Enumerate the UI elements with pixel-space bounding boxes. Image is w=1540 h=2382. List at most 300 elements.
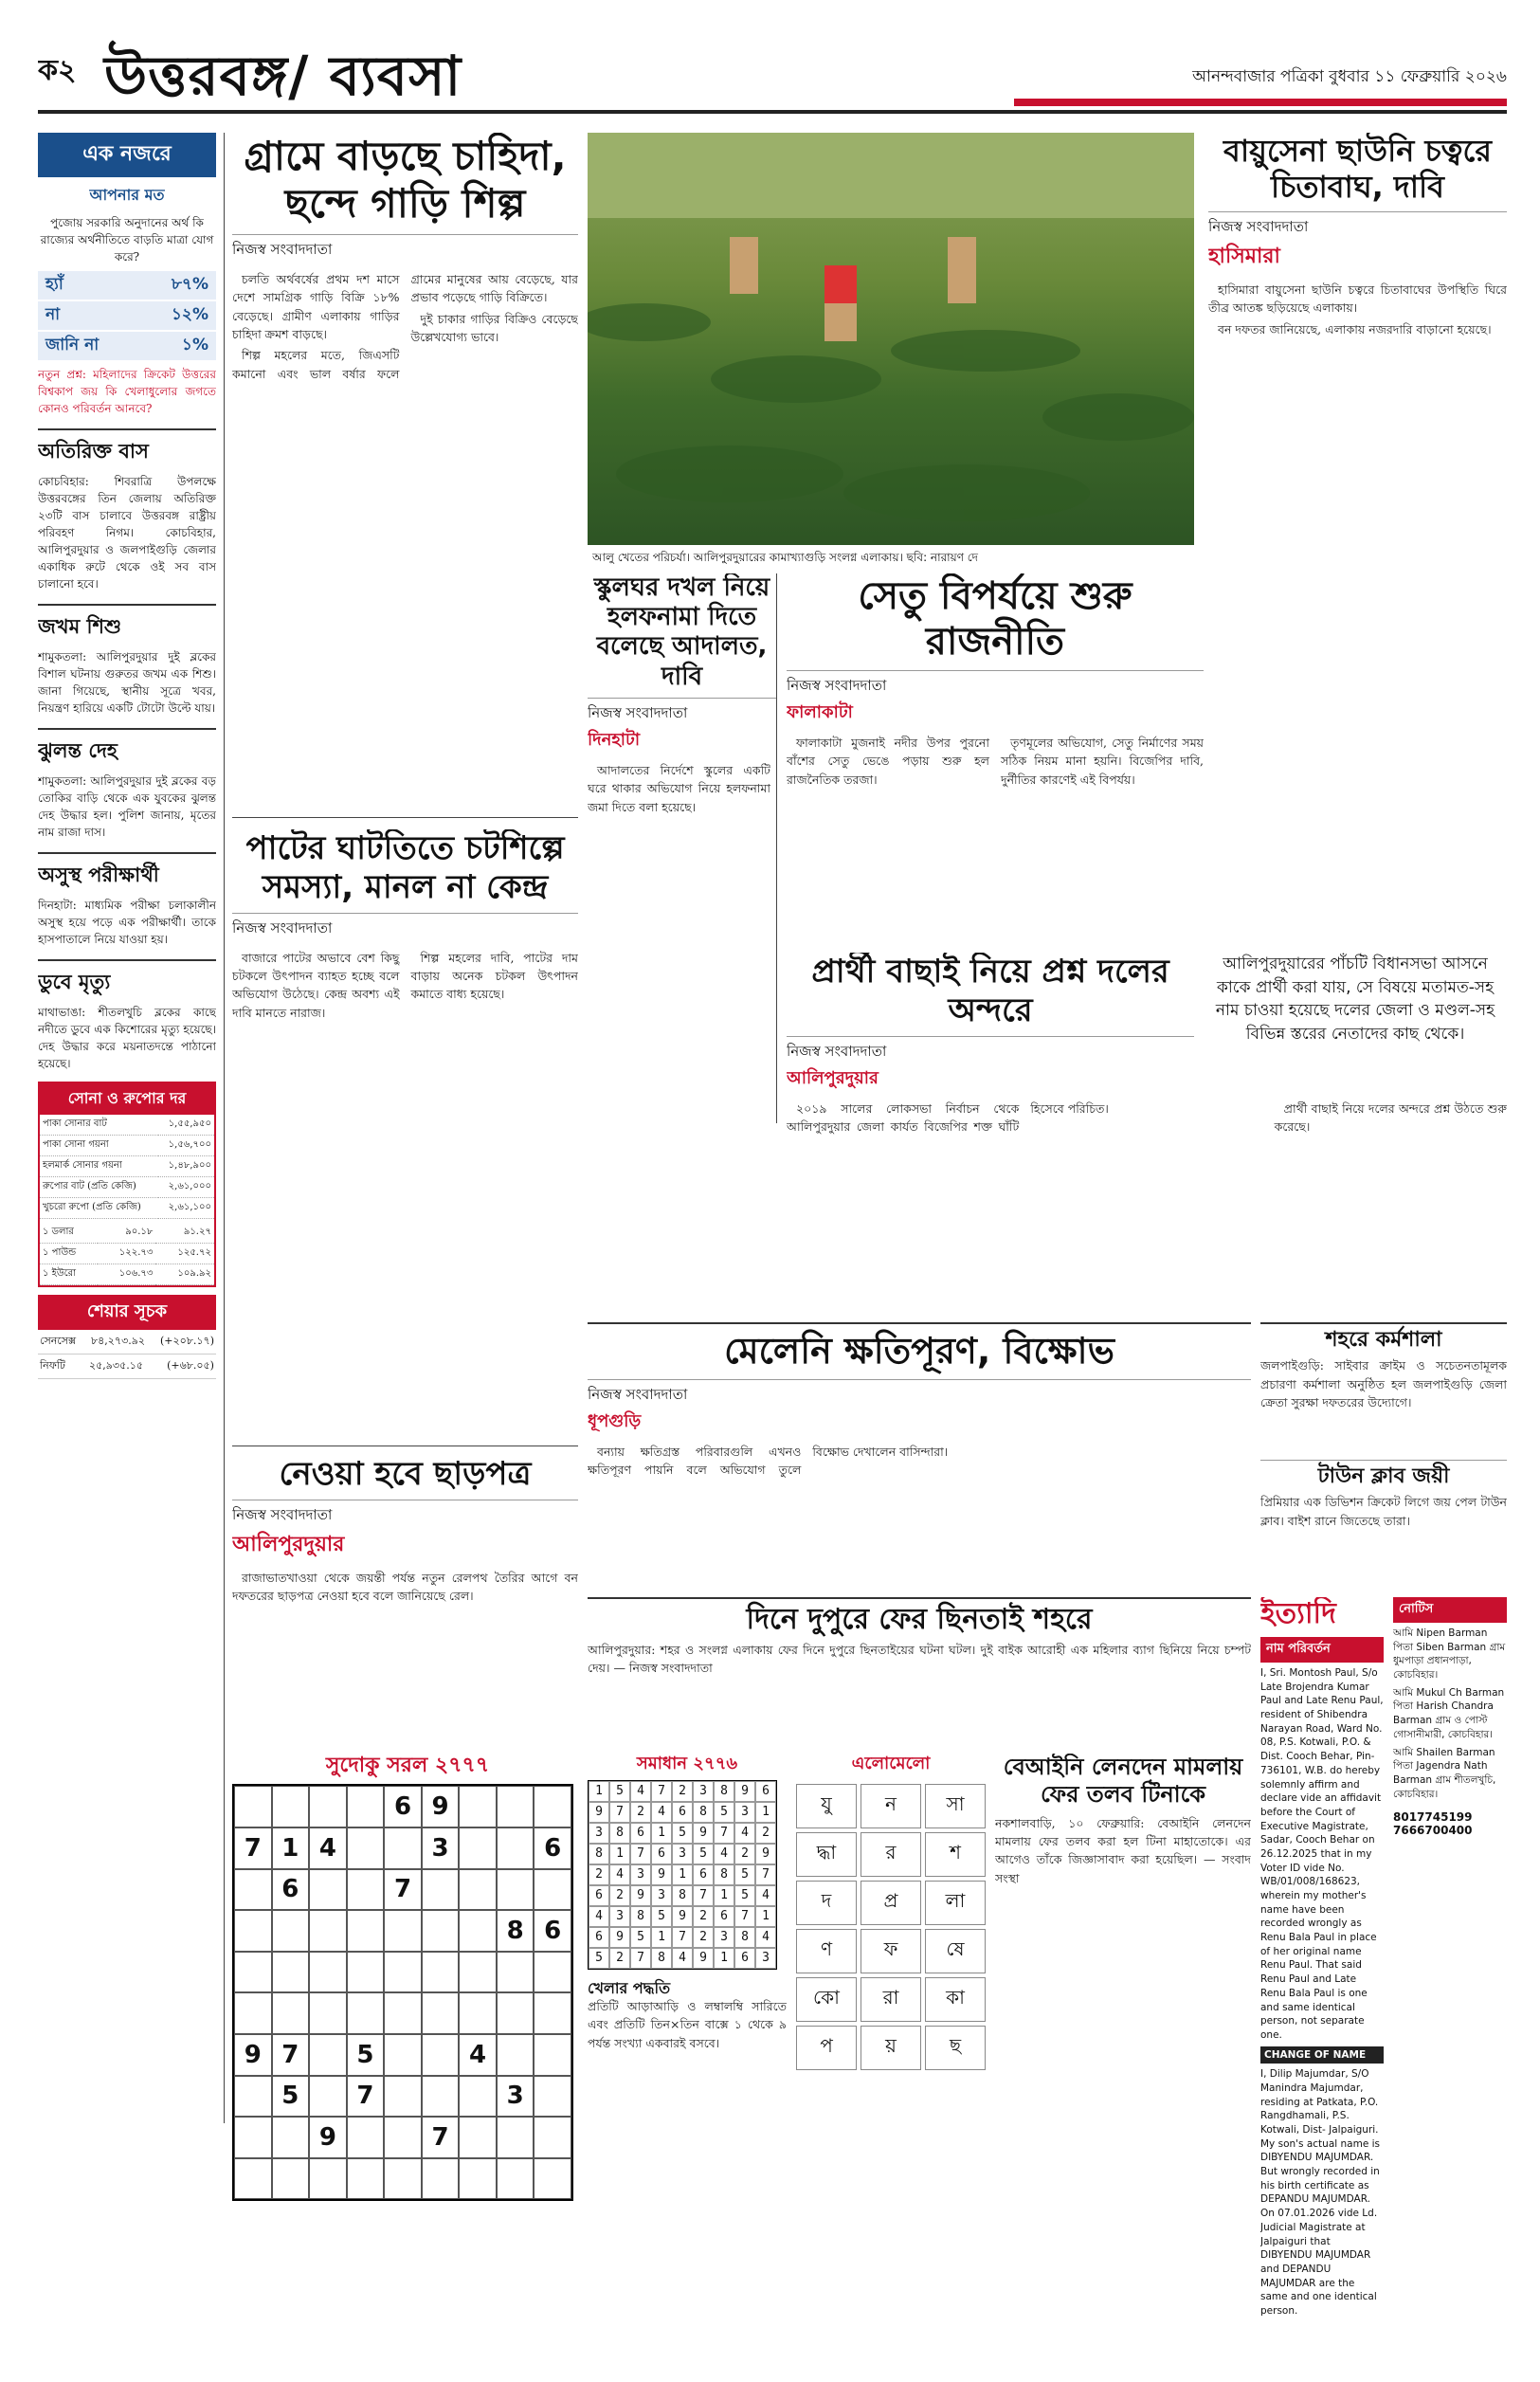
- elomelo-letter: ষে: [925, 1929, 986, 1973]
- sudoku-cell[interactable]: [272, 1952, 310, 1993]
- solution-cell: 1: [714, 1948, 734, 1969]
- sudoku-cell[interactable]: [234, 1952, 272, 1993]
- solution-cell: 8: [693, 1802, 714, 1823]
- sudoku-cell[interactable]: [422, 1910, 460, 1952]
- sudoku-cell[interactable]: [422, 1992, 460, 2034]
- sudoku-cell[interactable]: [347, 1910, 385, 1952]
- sudoku-grid[interactable]: [232, 1784, 573, 2201]
- solution-cell: 7: [609, 1802, 630, 1823]
- article-tina-summons: [995, 1754, 1251, 2360]
- solution-cell: 6: [734, 1948, 755, 1969]
- sudoku-cell[interactable]: 6: [534, 1910, 571, 1952]
- section-rule: [232, 817, 578, 818]
- gold-value: ২,৬১,১০০: [158, 1198, 214, 1219]
- sudoku-cell[interactable]: [234, 1786, 272, 1827]
- solution-cell: 8: [714, 1781, 734, 1802]
- solution-cell: 4: [714, 1844, 734, 1864]
- poll-row: [38, 271, 216, 300]
- gold-row: [40, 1115, 214, 1136]
- sudoku-section: [232, 1754, 583, 2360]
- sudoku-cell[interactable]: [534, 1786, 571, 1827]
- ityadi-title: ইত্যাদি: [1260, 1597, 1336, 1630]
- sudoku-cell[interactable]: [497, 2158, 534, 2200]
- sudoku-cell[interactable]: 7: [384, 1869, 422, 1911]
- sudoku-cell[interactable]: [309, 1786, 347, 1827]
- sudoku-cell[interactable]: 7: [272, 2034, 310, 2076]
- sudoku-cell[interactable]: [309, 1910, 347, 1952]
- article-byline: নিজস্ব সংবাদদাতা: [232, 234, 578, 263]
- article-candidate-selection: [787, 953, 1507, 1313]
- article-jute-industry: [232, 829, 578, 1436]
- solution-cell: 2: [693, 1927, 714, 1948]
- howto-body: প্রতিটি আড়াআড়ি ও লম্বালম্বি সারিতে এবং প্রতিটি তিন×তিন বাক্সে ১ থেকে ৯ পর্যন্ত সংখ্যা একবারই বসবে।: [588, 1998, 787, 2050]
- gold-value: ১,৪৮,৯০০: [158, 1156, 214, 1177]
- sudoku-cell[interactable]: [459, 1827, 497, 1869]
- sudoku-cell[interactable]: [309, 2076, 347, 2118]
- notice-contact: [1393, 1810, 1507, 1837]
- elomelo-letter: ফ: [861, 1929, 921, 1973]
- poll-value: ১২%: [171, 305, 208, 324]
- article-place: আলিপুরদুয়ার: [232, 1532, 345, 1556]
- solution-cell: 7: [755, 1864, 776, 1885]
- gold-row: [40, 1156, 214, 1177]
- article-place: ধূপগুড়ি: [588, 1410, 642, 1431]
- sudoku-cell[interactable]: [497, 2034, 534, 2076]
- solution-cell: 4: [734, 1823, 755, 1844]
- solution-cell: 3: [755, 1948, 776, 1969]
- notice-item: আমি Shailen Barman পিতা Jagendra Nath Barman গ্রাম শীতলখুচি, কোচবিহার।: [1393, 1746, 1496, 1800]
- sudoku-cell[interactable]: 7: [347, 2076, 385, 2118]
- sudoku-cell[interactable]: [347, 1952, 385, 1993]
- elomelo-grid: [796, 1784, 986, 2070]
- currency-cell: ১০৯.৯২: [155, 1264, 214, 1285]
- gold-row: [40, 1136, 214, 1156]
- elomelo-letter: ন: [861, 1784, 921, 1828]
- sudoku-cell[interactable]: [234, 2158, 272, 2200]
- sudoku-solution-section: [588, 1754, 787, 2360]
- solution-cell: 2: [589, 1864, 609, 1885]
- article-place: আলিপুরদুয়ার: [787, 1067, 879, 1088]
- solution-cell: 4: [609, 1864, 630, 1885]
- solution-cell: 3: [672, 1844, 693, 1864]
- article-place: ফালাকাটা: [787, 702, 853, 722]
- sudoku-cell[interactable]: [309, 1992, 347, 2034]
- name-change-notices: [1260, 1666, 1384, 2318]
- article-headline: প্রার্থী বাছাই নিয়ে প্রশ্ন দলের অন্দরে: [811, 953, 1169, 1029]
- solution-cell: 9: [734, 1781, 755, 1802]
- gold-row: [40, 1198, 214, 1219]
- sudoku-cell[interactable]: [272, 1786, 310, 1827]
- poll-label: হ্যাঁ: [45, 275, 63, 294]
- solution-cell: 4: [672, 1948, 693, 1969]
- sudoku-cell[interactable]: 1: [272, 1827, 310, 1869]
- article-leopard: [1208, 133, 1507, 948]
- solution-cell: 5: [672, 1823, 693, 1844]
- sudoku-cell[interactable]: [459, 2076, 497, 2118]
- article-paragraph: ফালাকাটা মুজনাই নদীর উপর পুরনো বাঁশের সেতু ভেঙে পড়ায় শুরু হল রাজনৈতিক তরজা।: [787, 736, 989, 787]
- sudoku-cell[interactable]: [384, 2158, 422, 2200]
- solution-cell: 5: [734, 1885, 755, 1906]
- sudoku-cell[interactable]: [384, 1992, 422, 2034]
- solution-cell: 1: [714, 1885, 734, 1906]
- solution-cell: 8: [609, 1823, 630, 1844]
- currency-row: [40, 1223, 214, 1244]
- solution-cell: 6: [589, 1927, 609, 1948]
- side-news-list: [38, 428, 216, 1072]
- elomelo-letter: কো: [796, 1977, 857, 2022]
- sudoku-cell[interactable]: 4: [309, 1827, 347, 1869]
- article-place: হাসিমারা: [1208, 244, 1280, 268]
- elomelo-letter: কা: [925, 1977, 986, 2022]
- article-headline: গ্রামে বাড়ছে চাহিদা, ছন্দে গাড়ি শিল্প: [244, 133, 567, 227]
- sudoku-cell[interactable]: 8: [497, 1910, 534, 1952]
- solution-cell: 3: [589, 1823, 609, 1844]
- article-byline: নিজস্ব সংবাদদাতা: [787, 670, 1204, 699]
- sudoku-cell[interactable]: [534, 1869, 571, 1911]
- share-cell: ২৫,৯৩৫.১৫: [89, 1359, 143, 1372]
- solution-cell: 1: [672, 1864, 693, 1885]
- share-cell: ৮৪,২৭৩.৯২: [91, 1335, 146, 1347]
- solution-cell: 5: [651, 1906, 672, 1927]
- article-paragraph: শিল্প মহলের দাবি, পাটের দাম বাড়ায় অনেক চটকল উৎপাদন কমাতে বাধ্য হয়েছে।: [410, 950, 578, 1002]
- sudoku-cell[interactable]: [534, 2117, 571, 2158]
- sudoku-cell[interactable]: [422, 1869, 460, 1911]
- elomelo-letter: রা: [861, 1977, 921, 2022]
- side-item-title: ঝুলন্ত দেহ: [38, 728, 216, 769]
- sudoku-cell[interactable]: [459, 1992, 497, 2034]
- sudoku-cell[interactable]: [497, 1869, 534, 1911]
- solution-cell: 3: [609, 1906, 630, 1927]
- sudoku-cell[interactable]: 7: [422, 2117, 460, 2158]
- sudoku-cell[interactable]: [384, 2117, 422, 2158]
- sudoku-cell[interactable]: [422, 1952, 460, 1993]
- sudoku-cell[interactable]: [497, 1992, 534, 2034]
- sudoku-cell[interactable]: [497, 1827, 534, 1869]
- article-byline: নিজস্ব সংবাদদাতা: [588, 1379, 1251, 1408]
- sudoku-cell[interactable]: [459, 1910, 497, 1952]
- gold-rates-title: সোনা ও রুপোর দর: [40, 1083, 214, 1115]
- sudoku-cell[interactable]: [384, 1827, 422, 1869]
- sudoku-cell[interactable]: [459, 1952, 497, 1993]
- solution-cell: 2: [672, 1781, 693, 1802]
- article-paragraph: তৃণমূলের অভিযোগ, সেতু নির্মাণের সময় সঠিক নিয়ম মানা হয়নি। বিজেপির দাবি, দুর্নীতির কারণেই এই বিপর্যয়।: [1001, 736, 1204, 787]
- solution-cell: 6: [672, 1802, 693, 1823]
- sudoku-cell[interactable]: 9: [422, 1786, 460, 1827]
- elomelo-letter: লা: [925, 1881, 986, 1925]
- share-cell: (+৬৮.০৫): [167, 1359, 214, 1372]
- gold-value: ১,৫৬,৭০০: [158, 1136, 214, 1156]
- gold-row: [40, 1177, 214, 1198]
- solution-cell: 9: [589, 1802, 609, 1823]
- sudoku-cell[interactable]: [459, 1869, 497, 1911]
- article-headline: বেআইনি লেনদেন মামলায় ফের তলব টিনাকে: [1003, 1754, 1243, 1808]
- notice-list: [1393, 1627, 1507, 1801]
- sudoku-cell[interactable]: 4: [459, 2034, 497, 2076]
- solution-cell: 7: [734, 1906, 755, 1927]
- sudoku-cell[interactable]: 5: [272, 2076, 310, 2118]
- sudoku-cell[interactable]: 9: [234, 2034, 272, 2076]
- article-byline: নিজস্ব সংবাদদাতা: [588, 698, 776, 726]
- article-paragraph: হাসিমারা বায়ুসেনা ছাউনি চত্বরে চিতাবাঘের উপস্থিতি ঘিরে তীব্র আতঙ্ক ছড়িয়েছে এলাকায়।: [1208, 282, 1507, 316]
- sudoku-cell[interactable]: 9: [309, 2117, 347, 2158]
- elomelo-letter: যু: [796, 1784, 857, 1828]
- article-byline: নিজস্ব সংবাদদাতা: [1208, 211, 1507, 240]
- poll-title: আপনার মত: [89, 186, 165, 204]
- solution-cell: 2: [755, 1823, 776, 1844]
- sudoku-cell[interactable]: [347, 1786, 385, 1827]
- contact-number: 8017745199: [1393, 1810, 1473, 1825]
- sudoku-cell[interactable]: [347, 1827, 385, 1869]
- gold-label: পাকা সোনার বাট: [40, 1115, 158, 1136]
- ek-nojore-column: [38, 133, 216, 2123]
- article-paragraph: প্রার্থী বাছাই নিয়ে দলের অন্দরে প্রশ্ন উঠতে শুরু করেছে।: [1274, 1100, 1507, 1134]
- ityadi-subtitle: নাম পরিবর্তন: [1260, 1637, 1384, 1663]
- poll-label: না: [45, 305, 61, 324]
- solution-cell: 4: [755, 1927, 776, 1948]
- solution-cell: 3: [651, 1885, 672, 1906]
- article-body: নকশালবাড়ি, ১০ ফেব্রুয়ারি: বেআইনি লেনদেন মামলায় ফের তলব করা হল টিনা মাহাতোকে। এর আগেও তাঁকে জিজ্ঞাসাবাদ করা হয়েছিল। — সংবাদ সংস্থা: [995, 1815, 1251, 1885]
- sudoku-cell[interactable]: [534, 2158, 571, 2200]
- poll-value: ৮৭%: [171, 275, 208, 294]
- solution-cell: 7: [651, 1781, 672, 1802]
- solution-cell: 9: [672, 1906, 693, 1927]
- article-byline: নিজস্ব সংবাদদাতা: [232, 913, 578, 941]
- article-byline: নিজস্ব সংবাদদাতা: [232, 1500, 578, 1528]
- sudoku-cell[interactable]: [384, 2076, 422, 2118]
- article-headline: দিনে দুপুরে ফের ছিনতাই শহরে: [746, 1603, 1093, 1636]
- poll-label: জানি না: [45, 336, 100, 355]
- elomelo-letter: শ: [925, 1832, 986, 1877]
- solution-cell: 5: [630, 1927, 651, 1948]
- side-item-body: শামুকতলা: আলিপুরদুয়ার দুই ব্লকের বড় তোকির বাড়ি থেকে এক যুবকের ঝুলন্ত দেহ উদ্ধার হল। পুলিশ জানায়, মৃতের নাম রাজা দাস।: [38, 774, 216, 839]
- article-paragraph: আদালতের নির্দেশে স্কুলের একটি ঘরে থাকার অভিযোগ নিয়ে হলফনামা জমা দিতে বলা হয়েছে।: [588, 762, 770, 814]
- side-item-title: ডুবে মৃত্যু: [38, 959, 216, 1000]
- sudoku-cell[interactable]: [459, 2117, 497, 2158]
- gold-label: খুচরো রুপো (প্রতি কেজি): [40, 1198, 158, 1219]
- sudoku-cell[interactable]: [422, 2034, 460, 2076]
- solution-cell: 7: [630, 1948, 651, 1969]
- solution-cell: 4: [630, 1781, 651, 1802]
- article-byline: নিজস্ব সংবাদদাতা: [787, 1036, 1194, 1064]
- sudoku-cell[interactable]: [347, 1992, 385, 2034]
- sudoku-cell[interactable]: 6: [272, 1869, 310, 1911]
- sudoku-cell[interactable]: [534, 1992, 571, 2034]
- article-headline: মেলেনি ক্ষতিপূরণ, বিক্ষোভ: [724, 1330, 1114, 1372]
- solution-cell: 2: [609, 1948, 630, 1969]
- share-cell: নিফটি: [40, 1359, 65, 1372]
- currency-row: [40, 1244, 214, 1264]
- side-item-body: কোচবিহার: শিবরাত্রি উপলক্ষে উত্তরবঙ্গের তিন জেলায় অতিরিক্ত ২৩টি বাস চালাবে উত্তরবঙ্গ রাষ্ট্রীয় পরিবহণ নিগম। কোচবিহার, আলিপুরদুয়ার ও জলপাইগুড়ি জেলার একাধিক রুটে থেকে ওই সব বাস চালানো হবে।: [38, 475, 216, 591]
- solution-cell: 9: [693, 1823, 714, 1844]
- name-change-notice: I, Sri. Montosh Paul, S/o Late Brojendra Kumar Paul and Late Renu Paul, resident of Shibendra Narayan Road, Ward No. 08, P.S. Kotwali, P.O. & Dist. Cooch Behar, Pin-736101, W.B. do hereby solemnly affirm and declare vide an affidavit before the Court of Executive Magistrate, Sadar, Cooch Behar on 26.12.2025 that in my Voter ID vide No. WB/01/008/168623, wherein my mother's name have been recorded wrongly as Renu Bala Paul in place of her original name Renu Paul. That said Renu Paul and Late Renu Bala Paul is one and same identical person, not separate one.: [1260, 1667, 1384, 2041]
- ek-nojore-title: এক নজরে: [38, 133, 216, 177]
- solution-cell: 8: [734, 1927, 755, 1948]
- news-photo-potato-field: [588, 133, 1194, 545]
- currency-cell: ১২২.৭৩: [98, 1244, 156, 1264]
- sudoku-cell[interactable]: 5: [347, 2034, 385, 2076]
- dateline: আনন্দবাজার পত্রিকা বুধবার ১১ ফেব্রুয়ারি ২০২৬: [1192, 67, 1507, 86]
- sudoku-cell[interactable]: [497, 1786, 534, 1827]
- gold-label: পাকা সোনা গয়না: [40, 1136, 158, 1156]
- sudoku-title: সুদোকু সরল ২৭৭৭: [325, 1754, 490, 1777]
- elomelo-letter: য়: [861, 2026, 921, 2070]
- article-paragraph: ২০১৯ সালের লোকসভা নির্বাচন থেকে আলিপুরদুয়ার জেলা কার্যত বিজেপির শক্ত ঘাঁটি হিসেবে পরিচিত।: [787, 1100, 1109, 1134]
- sudoku-cell[interactable]: [422, 2158, 460, 2200]
- gold-value: ১,৫৫,৯৫০: [158, 1115, 214, 1136]
- currency-cell: ৯০.১৮: [98, 1223, 156, 1244]
- solution-cell: 6: [651, 1844, 672, 1864]
- solution-cell: 6: [589, 1885, 609, 1906]
- sudoku-cell[interactable]: 7: [234, 1827, 272, 1869]
- photo-caption: আলু খেতের পরিচর্যা। আলিপুরদুয়ারের কামাখ্যাগুড়ি সংলগ্ন এলাকায়। ছবি: নারায়ণ দে: [592, 551, 978, 564]
- sudoku-cell[interactable]: [234, 2076, 272, 2118]
- sudoku-cell[interactable]: [497, 2117, 534, 2158]
- article-clearance: [232, 1455, 578, 1739]
- solution-cell: 5: [589, 1948, 609, 1969]
- sudoku-cell[interactable]: [234, 1992, 272, 2034]
- article-paragraph: শিল্প মহলের মতে, জিএসটি কমানো এবং ভাল বর্ষার ফলে গ্রামের মানুষের আয় বেড়েছে, যার প্রভাব পড়েছে গাড়ি বিক্রিতে।: [232, 271, 578, 381]
- sudoku-cell[interactable]: [384, 1910, 422, 1952]
- notice-item: আমি Nipen Barman পিতা Siben Barman গ্রাম ধুমপাড়া প্রধানপাড়া, কোচবিহার।: [1393, 1627, 1506, 1682]
- sudoku-cell[interactable]: [309, 1869, 347, 1911]
- sudoku-cell[interactable]: [534, 1952, 571, 1993]
- sudoku-cell[interactable]: [234, 2117, 272, 2158]
- side-item-title: অতিরিক্ত বাস: [38, 428, 216, 469]
- article-body: [232, 949, 578, 1023]
- sudoku-cell[interactable]: [534, 2034, 571, 2076]
- sudoku-cell[interactable]: [534, 2076, 571, 2118]
- sudoku-cell[interactable]: [234, 1869, 272, 1911]
- article-headline: টাউন ক্লাব জয়ী: [1317, 1464, 1450, 1488]
- elomelo-title: এলোমেলো: [851, 1754, 931, 1773]
- sudoku-cell[interactable]: [309, 2034, 347, 2076]
- currency-cell: ১ পাউন্ড: [40, 1244, 98, 1264]
- currency-cell: ১২৫.৭২: [155, 1244, 214, 1264]
- share-index: [38, 1330, 216, 1379]
- solution-cell: 3: [630, 1864, 651, 1885]
- article-body: [232, 270, 578, 383]
- elomelo-letter: সা: [925, 1784, 986, 1828]
- sudoku-cell[interactable]: [497, 1952, 534, 1993]
- sudoku-cell[interactable]: [384, 1952, 422, 1993]
- article-school-room: [588, 573, 777, 1123]
- poll-value: ১%: [181, 336, 208, 355]
- article-body: [232, 1569, 578, 1606]
- gold-label: হলমার্ক সোনার গয়না: [40, 1156, 158, 1177]
- solution-title: সমাধান ২৭৭৬: [636, 1754, 738, 1773]
- sudoku-cell[interactable]: [272, 2117, 310, 2158]
- name-change-notice: I, Dilip Majumdar, S/O Manindra Majumdar, residing at Patkata, P.O. Rangdhamali, P.S. Kotwali, Dist- Jalpaiguri. My son's actual name is DIBYENDU MAJUMDAR. But wrongly recorded in his birth certificate as DEPANDU MAJUMDAR. On 07.01.2026 vide Ld. Judicial Magistrate at Jalpaiguri that DIBYENDU MAJUMDAR and DEPANDU MAJUMDAR are the same and one identical person.: [1260, 2068, 1381, 2317]
- solution-cell: 1: [755, 1802, 776, 1823]
- sudoku-cell[interactable]: [347, 2117, 385, 2158]
- solution-cell: 5: [693, 1844, 714, 1864]
- elomelo-letter: ছ: [925, 2026, 986, 2070]
- sudoku-cell[interactable]: [422, 2076, 460, 2118]
- sudoku-cell[interactable]: [384, 2034, 422, 2076]
- article-snatching: [588, 1597, 1251, 1744]
- article-body: প্রিমিয়ার এক ডিভিশন ক্রিকেট লিগে জয় পেল টাউন ক্লাব। বাইশ রানে জিতেছে তারা।: [1260, 1495, 1507, 1528]
- solution-cell: 5: [714, 1802, 734, 1823]
- article-body: [588, 1443, 1251, 1480]
- solution-cell: 7: [693, 1885, 714, 1906]
- sudoku-cell[interactable]: [309, 1952, 347, 1993]
- solution-cell: 7: [630, 1844, 651, 1864]
- solution-cell: 6: [630, 1823, 651, 1844]
- article-headline: স্কুলঘর দখল নিয়ে হলফনামা দিতে বলেছে আদালত, দাবি: [593, 573, 770, 691]
- masthead: [38, 28, 1507, 114]
- sudoku-cell[interactable]: [272, 1910, 310, 1952]
- sudoku-cell[interactable]: 3: [422, 1827, 460, 1869]
- article-paragraph: বাজারে পাটের অভাবে বেশ কিছু চটকলে উৎপাদন ব্যাহত হচ্ছে বলে অভিযোগ উঠেছে। কেন্দ্র অবশ্য এই দাবি মানতে নারাজ।: [232, 950, 400, 1020]
- solution-cell: 4: [651, 1802, 672, 1823]
- article-headline: পাটের ঘাটতিতে চটশিল্পে সমস্যা, মানল না কেন্দ্র: [245, 829, 565, 906]
- sudoku-cell[interactable]: [272, 2158, 310, 2200]
- sudoku-cell[interactable]: [459, 2158, 497, 2200]
- sudoku-cell[interactable]: 3: [497, 2076, 534, 2118]
- edition-title: উত্তরবঙ্গ/ ব্যবসা: [104, 44, 462, 108]
- solution-cell: 9: [755, 1844, 776, 1864]
- solution-cell: 9: [630, 1885, 651, 1906]
- elomelo-letter: দ: [796, 1881, 857, 1925]
- sudoku-cell[interactable]: [347, 2158, 385, 2200]
- article-place: দিনহাটা: [588, 729, 641, 750]
- solution-cell: 1: [755, 1906, 776, 1927]
- article-body: [588, 761, 776, 816]
- currency-cell: ৯১.২৭: [155, 1223, 214, 1244]
- article-compensation: [588, 1322, 1251, 1588]
- howto-title: খেলার পদ্ধতি: [588, 1978, 671, 1997]
- sudoku-cell[interactable]: [309, 2158, 347, 2200]
- solution-cell: 2: [693, 1906, 714, 1927]
- solution-cell: 2: [734, 1844, 755, 1864]
- article-headline: শহরে কর্মশালা: [1325, 1328, 1442, 1352]
- gold-rates-table: [40, 1115, 214, 1219]
- article-paragraph: রাজাভাতখাওয়া থেকে জয়ন্তী পর্যন্ত নতুন রেলপথ তৈরির আগে বন দফতরের ছাড়পত্র নেওয়া হবে বলে জানিয়েছে রেল।: [232, 1570, 578, 1604]
- article-auto-industry: [232, 133, 578, 810]
- sudoku-cell[interactable]: [459, 1786, 497, 1827]
- share-row: [38, 1330, 216, 1355]
- solution-cell: 5: [609, 1781, 630, 1802]
- solution-cell: 2: [630, 1802, 651, 1823]
- sudoku-cell[interactable]: 6: [534, 1827, 571, 1869]
- article-paragraph: বন দফতর জানিয়েছে, এলাকায় নজরদারি বাড়ানো হয়েছে।: [1218, 321, 1492, 336]
- article-workshop: [1260, 1322, 1507, 1455]
- solution-grid: [588, 1780, 777, 1970]
- notice-item: আমি Mukul Ch Barman পিতা Harish Chandra Barman গ্রাম ও পোস্ট গোসানীমারী, কোচবিহার।: [1393, 1686, 1505, 1740]
- sudoku-cell[interactable]: 6: [384, 1786, 422, 1827]
- solution-cell: 3: [693, 1781, 714, 1802]
- currency-cell: ১০৬.৭৩: [98, 1264, 156, 1285]
- article-bridge-politics: [787, 573, 1204, 943]
- notice-title: নোটিস: [1393, 1597, 1507, 1623]
- side-item-body: শামুকতলা: আলিপুরদুয়ার দুই ব্লকের বিশাল ঘটনায় গুরুতর জখম এক শিশু। জানা গিয়েছে, স্থানীয় সূত্রে খবর, নিয়ন্ত্রণ হারিয়ে একটি টোটো উল্টে যায়।: [38, 650, 216, 715]
- article-body: জলপাইগুড়ি: সাইবার ক্রাইম ও সচেতনতামূলক প্রচারণা কর্মশালা অনুষ্ঠিত হল জলপাইগুড়ি জেলা ক্রেতা সুরক্ষা দফতরের উদ্যোগে।: [1260, 1358, 1507, 1410]
- solution-cell: 8: [630, 1906, 651, 1927]
- sudoku-cell[interactable]: [347, 1869, 385, 1911]
- column-rule: [224, 133, 225, 2123]
- elomelo-section: [796, 1754, 986, 2360]
- share-cell: সেনসেক্স: [40, 1335, 77, 1347]
- side-item-title: অসুস্থ পরীক্ষার্থী: [38, 852, 216, 893]
- elomelo-letter: প: [796, 2026, 857, 2070]
- ityadi-section: [1260, 1597, 1384, 2355]
- sudoku-cell[interactable]: [234, 1910, 272, 1952]
- poll-question: পুজোয় সরকারি অনুদানের অর্থ কি রাজ্যের অর্থনীতিতে বাড়তি মাত্রা যোগ করে?: [40, 216, 214, 264]
- sudoku-cell[interactable]: [272, 1992, 310, 2034]
- solution-cell: 1: [589, 1781, 609, 1802]
- solution-cell: 8: [672, 1885, 693, 1906]
- article-body: [1208, 281, 1507, 338]
